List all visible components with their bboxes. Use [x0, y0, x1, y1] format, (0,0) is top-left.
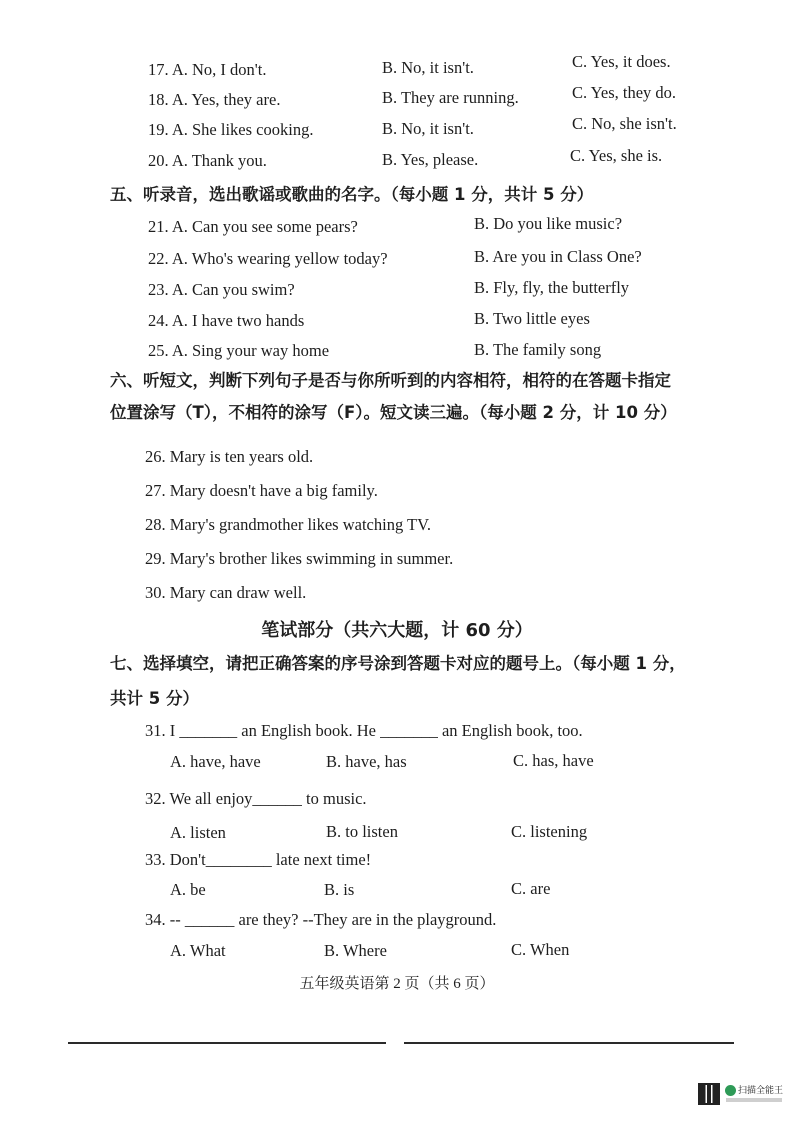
section-7-heading-line2: 共计 5 分）	[110, 689, 199, 708]
statement-26: 26. Mary is ten years old.	[145, 447, 314, 466]
question-stem: 33. Don't________ late next time!	[145, 850, 372, 869]
section-5-heading: 五、听录音，选出歌谣或歌曲的名字。（每小题 1 分，共计 5 分）	[110, 185, 594, 204]
option-c: C. are	[511, 879, 551, 898]
question-stem: 32. We all enjoy______ to music.	[145, 789, 367, 808]
option-a: A. have, have	[170, 752, 261, 771]
statement-27: 27. Mary doesn't have a big family.	[145, 481, 378, 500]
option-c: C. Yes, she is.	[570, 146, 663, 165]
written-part-title: 笔试部分（共六大题，计 60 分）	[261, 620, 533, 641]
q23-option-a: 23. A. Can you swim?	[148, 280, 295, 299]
option-b: B. is	[324, 880, 355, 899]
camscanner-logo-icon	[725, 1085, 736, 1096]
option-b: B. have, has	[326, 752, 407, 771]
option-b: B. Where	[324, 941, 387, 960]
option-b: B. No, it isn't.	[382, 58, 474, 77]
option-b: B. to listen	[326, 822, 398, 841]
question-stem: 31. I _______ an English book. He _______ an English book, too.	[145, 721, 583, 740]
q22-option-b: B. Are you in Class One?	[474, 247, 642, 266]
question-stem: 34. -- ______ are they? --They are in the playground.	[145, 910, 497, 929]
option-a: A. be	[170, 880, 206, 899]
option-c: C. listening	[511, 822, 588, 841]
q25-option-a: 25. A. Sing your way home	[148, 341, 330, 360]
q25-option-b: B. The family song	[474, 340, 602, 359]
option-c: C. When	[511, 940, 570, 959]
page-footer: 五年级英语第 2 页（共 6 页）	[299, 976, 495, 992]
bottom-rule-left	[68, 1042, 386, 1044]
option-b: B. No, it isn't.	[382, 119, 474, 138]
option-a: A. What	[170, 941, 226, 960]
section-7-heading-line1: 七、选择填空，请把正确答案的序号涂到答题卡对应的题号上。（每小题 1 分，	[110, 654, 686, 673]
option-a: 20. A. Thank you.	[148, 151, 267, 170]
scanner-badge-subtext	[726, 1098, 782, 1102]
qr-code-icon	[698, 1083, 720, 1105]
section-6-heading-line1: 六、听短文，判断下列句子是否与你所听到的内容相符，相符的在答题卡指定	[110, 371, 671, 390]
option-a: 17. A. No, I don't.	[148, 60, 267, 79]
statement-28: 28. Mary's grandmother likes watching TV.	[145, 515, 432, 534]
option-c: C. Yes, they do.	[572, 83, 677, 102]
q23-option-b: B. Fly, fly, the butterfly	[474, 278, 630, 297]
option-a: 19. A. She likes cooking.	[148, 120, 314, 139]
option-c: C. No, she isn't.	[572, 114, 677, 133]
option-a: 18. A. Yes, they are.	[148, 90, 281, 109]
option-c: C. has, have	[513, 751, 594, 770]
section-6-heading-line2: 位置涂写（T），不相符的涂写（F）。短文读三遍。（每小题 2 分，计 10 分）	[110, 403, 677, 422]
option-b: B. Yes, please.	[382, 150, 479, 169]
q24-option-a: 24. A. I have two hands	[148, 311, 305, 330]
q24-option-b: B. Two little eyes	[474, 309, 590, 328]
option-b: B. They are running.	[382, 88, 519, 107]
option-a: A. listen	[170, 823, 226, 842]
scanner-badge-label: 扫描全能王	[738, 1086, 784, 1096]
statement-30: 30. Mary can draw well.	[145, 583, 307, 602]
q21-option-a: 21. A. Can you see some pears?	[148, 217, 358, 236]
bottom-rule-right	[404, 1042, 734, 1044]
q22-option-a: 22. A. Who's wearing yellow today?	[148, 249, 388, 268]
option-c: C. Yes, it does.	[572, 52, 671, 71]
q21-option-b: B. Do you like music?	[474, 214, 623, 233]
statement-29: 29. Mary's brother likes swimming in summer.	[145, 549, 454, 568]
